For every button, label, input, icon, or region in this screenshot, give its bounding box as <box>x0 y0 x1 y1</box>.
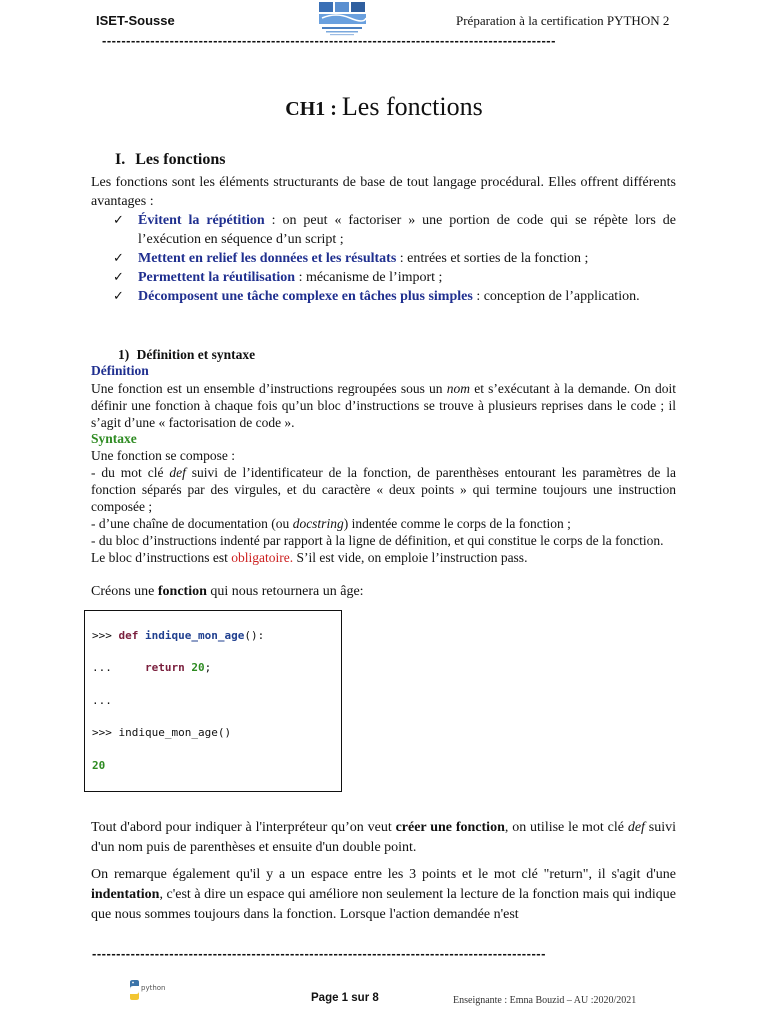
syntax-red: obligatoire. <box>231 550 294 565</box>
bullet-bold: Mettent en relief les données et les résultats <box>138 251 397 266</box>
para-text: Tout d'abord pour indiquer à l'interpréteur qu’on veut <box>91 820 396 835</box>
syntax-item-docstring <box>91 515 676 532</box>
para-em: def <box>627 820 645 835</box>
para-bold: indentation <box>91 887 160 902</box>
syntax-text: ) indentée comme le corps de la fonction ; <box>343 516 571 531</box>
definition-text-cont: et s’exécutant à la demande. On doit définir une fonction à chaque fois qu’un bloc d’instructions se trouve à plusieurs reprises dans le code ; il s’agit d’une « factorisation de code ». <box>91 381 676 430</box>
code-line: ... <box>92 694 112 707</box>
code-punct: ; <box>204 661 212 674</box>
python-logo-text: python <box>141 984 166 992</box>
syntax-block-note <box>91 549 676 566</box>
subsection-heading <box>118 347 255 363</box>
create-line <box>91 584 364 600</box>
checkmark-icon: ✓ <box>113 213 124 228</box>
syntax-text: - du mot clé <box>91 465 170 480</box>
code-prompt: >>> <box>92 629 119 642</box>
para-text: , c'est à dire un espace qui améliore non seulement la lecture de la fonction mais qui indique que nous sommes toujours dans la fonction. Lorsque l'action demandée n'est <box>91 887 676 922</box>
definition-text: Une fonction est un ensemble d’instructions regroupées sous un <box>91 381 447 396</box>
syntax-item-body: - du bloc d’instructions indenté par rapport à la ligne de définition, et qui constitue le corps de la fonction. <box>91 533 664 548</box>
list-item <box>91 287 676 306</box>
para-text: suivi d'un nom puis de parenthèses et ensuite d'un double point. <box>91 820 676 855</box>
code-space <box>138 629 145 642</box>
bullet-text: : on peut « factoriser » une portion de code qui se répète lors de l’exécution en séquence d’un script ; <box>138 213 676 247</box>
syntax-item-def <box>91 464 676 515</box>
paragraph-def <box>91 818 676 858</box>
paragraph-indentation <box>91 865 676 925</box>
list-item <box>91 268 676 287</box>
checkmark-icon: ✓ <box>113 270 124 285</box>
syntax-line: Une fonction se compose : <box>91 448 235 463</box>
definition-paragraph <box>91 380 676 431</box>
code-example <box>84 610 342 792</box>
section-title: Les fonctions <box>135 151 226 168</box>
python-logo <box>127 979 167 1001</box>
code-function: indique_mon_age <box>145 629 245 642</box>
code-line <box>92 629 264 642</box>
code-number: 20 <box>191 661 205 674</box>
bullet-text: : entrées et sorties de la fonction ; <box>396 251 589 266</box>
create-bold: fonction <box>157 584 207 599</box>
footer-teacher: Enseignante : Emna Bouzid – AU :2020/2021 <box>453 995 637 1006</box>
syntax-em: def <box>169 465 186 480</box>
page-number: Page 1 sur 8 <box>311 992 379 1004</box>
code-prompt: ... <box>92 661 145 674</box>
para-bold: créer une fonction <box>395 820 505 835</box>
header-left: ISET-Sousse <box>96 13 175 28</box>
bullet-text: : mécanisme de l’import ; <box>295 270 443 285</box>
para-text: , on utilise le mot clé <box>504 820 628 835</box>
code-line: >>> indique_mon_age() <box>92 726 232 739</box>
definition-label: Définition <box>91 363 149 378</box>
checkmark-icon: ✓ <box>113 251 124 266</box>
list-item <box>91 211 676 249</box>
chapter-title <box>0 92 768 122</box>
bullet-text: : conception de l’application. <box>472 289 640 304</box>
syntax-text: - d’une chaîne de documentation (ou <box>91 516 293 531</box>
definition-em: nom <box>446 381 471 396</box>
create-text: qui nous retournera un âge: <box>206 584 364 599</box>
syntax-block <box>91 447 676 566</box>
subsection-title: Définition et syntaxe <box>136 347 256 362</box>
subsection-number: 1) <box>118 347 130 362</box>
bullet-bold: Décomposent une tâche complexe en tâches plus simples <box>138 289 473 304</box>
code-line <box>92 661 211 674</box>
syntax-label: Syntaxe <box>91 431 137 446</box>
checkmark-icon: ✓ <box>113 289 124 304</box>
syntax-text: S’il est vide, on emploie l’instruction pass. <box>293 550 528 565</box>
chapter-title-main: Les fonctions <box>341 92 483 121</box>
footer-separator: ---------------------------------------------------------------------------------------------- <box>92 946 546 961</box>
syntax-text: Le bloc d’instructions est <box>91 550 232 565</box>
bullet-bold: Permettent la réutilisation <box>138 270 296 285</box>
code-keyword: return <box>144 661 185 674</box>
code-keyword: def <box>118 629 139 642</box>
syntax-text: suivi de l’identificateur de la fonction, de parenthèses entourant les paramètres de la fonction séparés par des virgules, et du caractère « deux points » qui termine toujours une instruction composée ; <box>91 465 676 514</box>
header-separator: ---------------------------------------------------------------------------------------------- <box>102 33 556 48</box>
syntax-em: docstring <box>292 516 344 531</box>
code-output: 20 <box>92 759 106 772</box>
intro-paragraph: Les fonctions sont les éléments structurants de base de tout langage procédural. Elles offrent différents avantages : <box>91 175 676 209</box>
list-item <box>91 249 676 268</box>
advantages-list <box>91 211 676 306</box>
section-number: I. <box>115 151 126 168</box>
bullet-bold: Évitent la répétition <box>138 213 265 228</box>
chapter-title-prefix: CH1 : <box>285 98 342 120</box>
para-text: On remarque également qu'il y a un espace entre les 3 points et le mot clé "return", il s'agit d'une <box>91 867 676 882</box>
section-heading <box>115 151 225 169</box>
code-punct: (): <box>244 629 265 642</box>
header-right: Préparation à la certification PYTHON 2 <box>456 13 670 28</box>
create-text: Créons une <box>91 584 158 599</box>
